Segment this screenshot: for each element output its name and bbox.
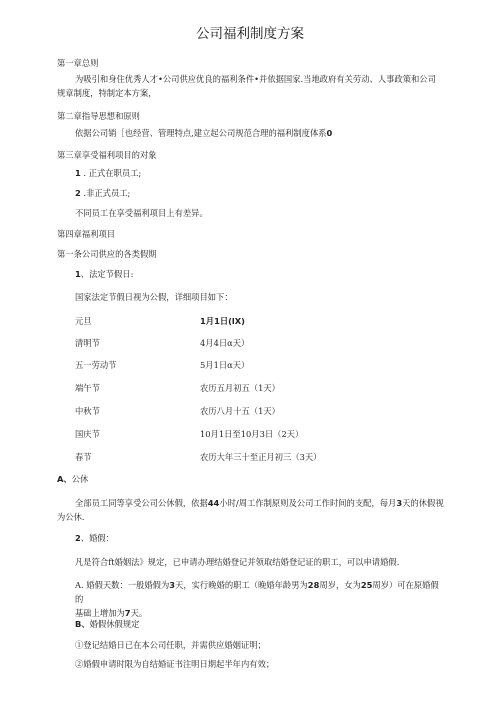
holiday-date: 农历五月初五（1天）	[200, 383, 280, 393]
holiday-date: 1月1日(lX)	[200, 316, 245, 326]
para-number: 28	[307, 580, 320, 590]
holiday-name: 端午节	[75, 383, 100, 393]
chapter-2-end: 0	[326, 128, 333, 138]
section-2-text: 、婚假：	[80, 533, 114, 543]
para-text: 天。	[130, 608, 148, 618]
holiday-name: 清明节	[75, 338, 100, 348]
item-1-number: 1	[75, 168, 81, 178]
para-text: 基础上增加为	[75, 608, 125, 618]
holiday-date: 4月4日α天）	[200, 338, 250, 348]
chapter-2-heading: 第二章指导思想和原则	[57, 111, 140, 121]
holiday-intro: 国家法定节假日视为公假，详细项目如下：	[75, 292, 233, 302]
holiday-name: 元旦	[75, 316, 92, 326]
para-text: 小时/周工作制原则及公司工作时间的支配，每月	[219, 498, 397, 508]
holiday-name: 中秋节	[75, 406, 100, 416]
para-text: 全部员工同等享受公司公休假，依据	[75, 498, 208, 508]
para-text: 天，实行晚婚的职工（晚婚年龄男为	[175, 580, 308, 590]
section-b-label: B、	[75, 619, 90, 629]
section-a-text: 公休	[71, 474, 89, 484]
chapter-3-item-1	[75, 168, 141, 179]
chapter-2-text: 依据公司销［也经营、管理特点,建立起公司规范合理的福利制度体系	[75, 128, 327, 138]
section-a-label: A、	[57, 474, 72, 484]
para-text: 周岁，女为	[319, 580, 361, 590]
section-1-heading	[75, 269, 133, 280]
para-number: 7	[124, 608, 131, 618]
holiday-name: 国庆节	[75, 429, 100, 439]
section-b-text: 婚假休假规定	[89, 619, 140, 629]
section-2-paragraph: 凡是符合ft婚姻法》规定，已申请办理结婚登记并领取结婚登记证的职工，可以申请婚假.	[75, 557, 400, 567]
chapter-3-item-2	[75, 188, 130, 199]
para-number: 25	[360, 580, 373, 590]
document-title: 公司福利制度方案	[196, 26, 304, 42]
chapter-3-note: 不同员工在享受福利项目上有差异。	[75, 208, 208, 218]
para-text: A. 婚假天数：一般婚假为	[75, 580, 170, 590]
section-2-a-paragraph	[75, 578, 447, 620]
holiday-name: 春节	[75, 452, 92, 462]
holiday-date: 10月1日至10月3日（2天）	[200, 429, 304, 439]
section-b-heading	[75, 619, 139, 630]
para-number: 44	[207, 498, 220, 508]
chapter-1-heading: 第一章总则	[57, 58, 99, 68]
section-1-text: 、法定节假日:	[80, 269, 134, 279]
chapter-1-paragraph: 为吸引和身住优秀人才•公司供应优良的福利条件•并依据国家.当地政府有关劳动、人事政策和公司规章制度，特制定本方案，	[57, 74, 436, 98]
chapter-4-heading: 第四章福利项目	[57, 229, 116, 239]
section-a-heading	[57, 474, 88, 485]
section-b-item-1: ①登记结婚日已在本公司任职，并需供应婚姻证明；	[75, 640, 266, 650]
article-1-heading: 第一条公司供应的各类假期	[57, 249, 157, 259]
chapter-2-paragraph	[75, 128, 332, 139]
chapter-3-heading: 第三章享受福利项目的对象	[57, 150, 157, 160]
item-2-number: 2	[75, 188, 81, 198]
para-text: 周岁）可在原婚假的	[75, 580, 439, 604]
holiday-name: 五一劳动节	[75, 360, 117, 370]
holiday-date: 5月1日α天）	[200, 360, 250, 370]
para-number: 3	[169, 580, 176, 590]
section-1-number: 1	[75, 269, 81, 279]
section-2-heading	[75, 533, 114, 544]
section-a-paragraph	[57, 496, 447, 524]
holiday-date: 农历大年三十至正月初三（3天）	[200, 452, 322, 462]
para-number: 3	[396, 498, 403, 508]
holiday-date: 农历八月十五（1天）	[200, 406, 280, 416]
section-b-item-2: ②婚假申请时限为自结婚证书注明日期起半年内有效；	[75, 659, 275, 669]
para-text: 天的休假视为公休.	[57, 498, 444, 522]
section-2-number: 2	[75, 533, 81, 543]
item-1-text: . 正式在职员工;	[80, 168, 142, 178]
item-2-text: .非正式员工;	[80, 188, 131, 198]
